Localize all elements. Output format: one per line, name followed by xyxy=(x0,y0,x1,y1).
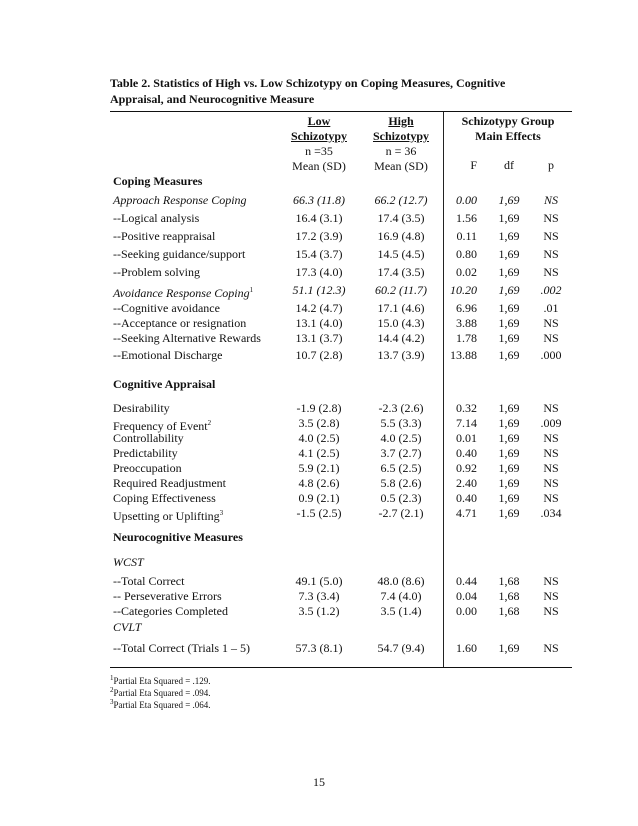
table-row: --Total Correct 49.1 (5.0) 48.0 (8.6) 0.44 1,68 NS xyxy=(113,574,559,588)
low-title2: Schizotypy xyxy=(290,129,347,143)
high-title: High xyxy=(388,114,414,128)
table-row: --Seeking guidance/support 15.4 (3.7) 14.5 (4.5) 0.80 1,69 NS xyxy=(113,247,559,261)
table-top-rule xyxy=(110,111,572,112)
table-row: Upsetting or Uplifting$^3$ -1.5 (2.5) -2.7 (2.1) 4.71 1,69 .034 xyxy=(113,506,562,523)
low-n: n =35 xyxy=(305,144,333,158)
table-row: --Total Correct (Trials 1 – 5) 57.3 (8.1) 54.7 (9.4) 1.60 1,69 NS xyxy=(113,641,559,655)
page-number: 15 xyxy=(313,775,325,789)
table-row: --Categories Completed 3.5 (1.2) 3.5 (1.4) 0.00 1,68 NS xyxy=(113,604,559,618)
table-row: Preoccupation 5.9 (2.1) 6.5 (2.5) 0.92 1,69 NS xyxy=(113,461,559,475)
table-row: Controllability 4.0 (2.5) 4.0 (2.5) 0.01 1,69 NS xyxy=(113,431,559,445)
high-n: n = 36 xyxy=(385,144,417,158)
effects-header xyxy=(447,114,569,144)
table-row: --Seeking Alternative Rewards 13.1 (3.7) 14.4 (4.2) 1.78 1,69 NS xyxy=(113,331,559,345)
df-header: df xyxy=(504,158,514,172)
effects-subheader xyxy=(0,158,638,173)
table-row: Coping Effectiveness 0.9 (2.1) 0.5 (2.3) 0.40 1,69 NS xyxy=(113,491,559,505)
p-header: p xyxy=(548,158,554,172)
f-header: F xyxy=(470,158,477,172)
table-row: Required Readjustment 4.8 (2.6) 5.8 (2.6) 2.40 1,69 NS xyxy=(113,476,559,490)
low-stat: Mean (SD) xyxy=(292,159,346,173)
table-row: --Positive reappraisal 17.2 (3.9) 16.9 (4.8) 0.11 1,69 NS xyxy=(113,229,559,243)
table-row: --Acceptance or resignation 13.1 (4.0) 15.0 (4.3) 3.88 1,69 NS xyxy=(113,316,559,330)
effects-title: Schizotypy Group xyxy=(461,114,555,128)
table-row: --Emotional Discharge 10.7 (2.8) 13.7 (3.9) 13.88 1,69 .000 xyxy=(113,348,562,362)
table-row: --Logical analysis 16.4 (3.1) 17.4 (3.5) 1.56 1,69 NS xyxy=(113,211,559,225)
high-title2: Schizotypy xyxy=(372,129,429,143)
table-row: -- Perseverative Errors 7.3 (3.4) 7.4 (4.0) 0.04 1,68 NS xyxy=(113,589,559,603)
table-caption: Table 2. Statistics of High vs. Low Schizotypy on Coping Measures, Cognitive Appraisal, and Neurocognitive Measure xyxy=(110,76,506,106)
table-row: Avoidance Response Coping$^1$ 51.1 (12.3) 60.2 (11.7) 10.20 1,69 .002 xyxy=(113,283,562,300)
subsection-wcst: WCST xyxy=(113,555,144,569)
table-row: Predictability 4.1 (2.5) 3.7 (2.7) 0.40 1,69 NS xyxy=(113,446,559,460)
section-neuro: Neurocognitive Measures xyxy=(113,530,243,544)
section-coping: Coping Measures xyxy=(113,174,203,188)
footnote-3: $^3$Partial Eta Squared = .064. xyxy=(110,698,211,710)
table-bottom-rule xyxy=(110,667,572,668)
subsection-cvlt: CVLT xyxy=(113,620,142,634)
table-row: Frequency of Event$^2$ 3.5 (2.8) 5.5 (3.3) 7.14 1,69 .009 xyxy=(113,416,562,433)
table-row: Approach Response Coping 66.3 (11.8) 66.2 (12.7) 0.00 1,69 NS xyxy=(113,193,558,207)
footnote-2: $^2$Partial Eta Squared = .094. xyxy=(110,686,211,698)
section-appraisal: Cognitive Appraisal xyxy=(113,377,216,391)
low-title: Low xyxy=(307,114,331,128)
high-stat: Mean (SD) xyxy=(374,159,428,173)
table-row: Desirability -1.9 (2.8) -2.3 (2.6) 0.32 1,69 NS xyxy=(113,401,559,415)
table-row: --Cognitive avoidance 14.2 (4.7) 17.1 (4.6) 6.96 1,69 .01 xyxy=(113,301,559,315)
effects-title2: Main Effects xyxy=(475,129,541,143)
footnote-1: $^1$Partial Eta Squared = .129. xyxy=(110,674,211,686)
table-row: --Problem solving 17.3 (4.0) 17.4 (3.5) 0.02 1,69 NS xyxy=(113,265,559,279)
